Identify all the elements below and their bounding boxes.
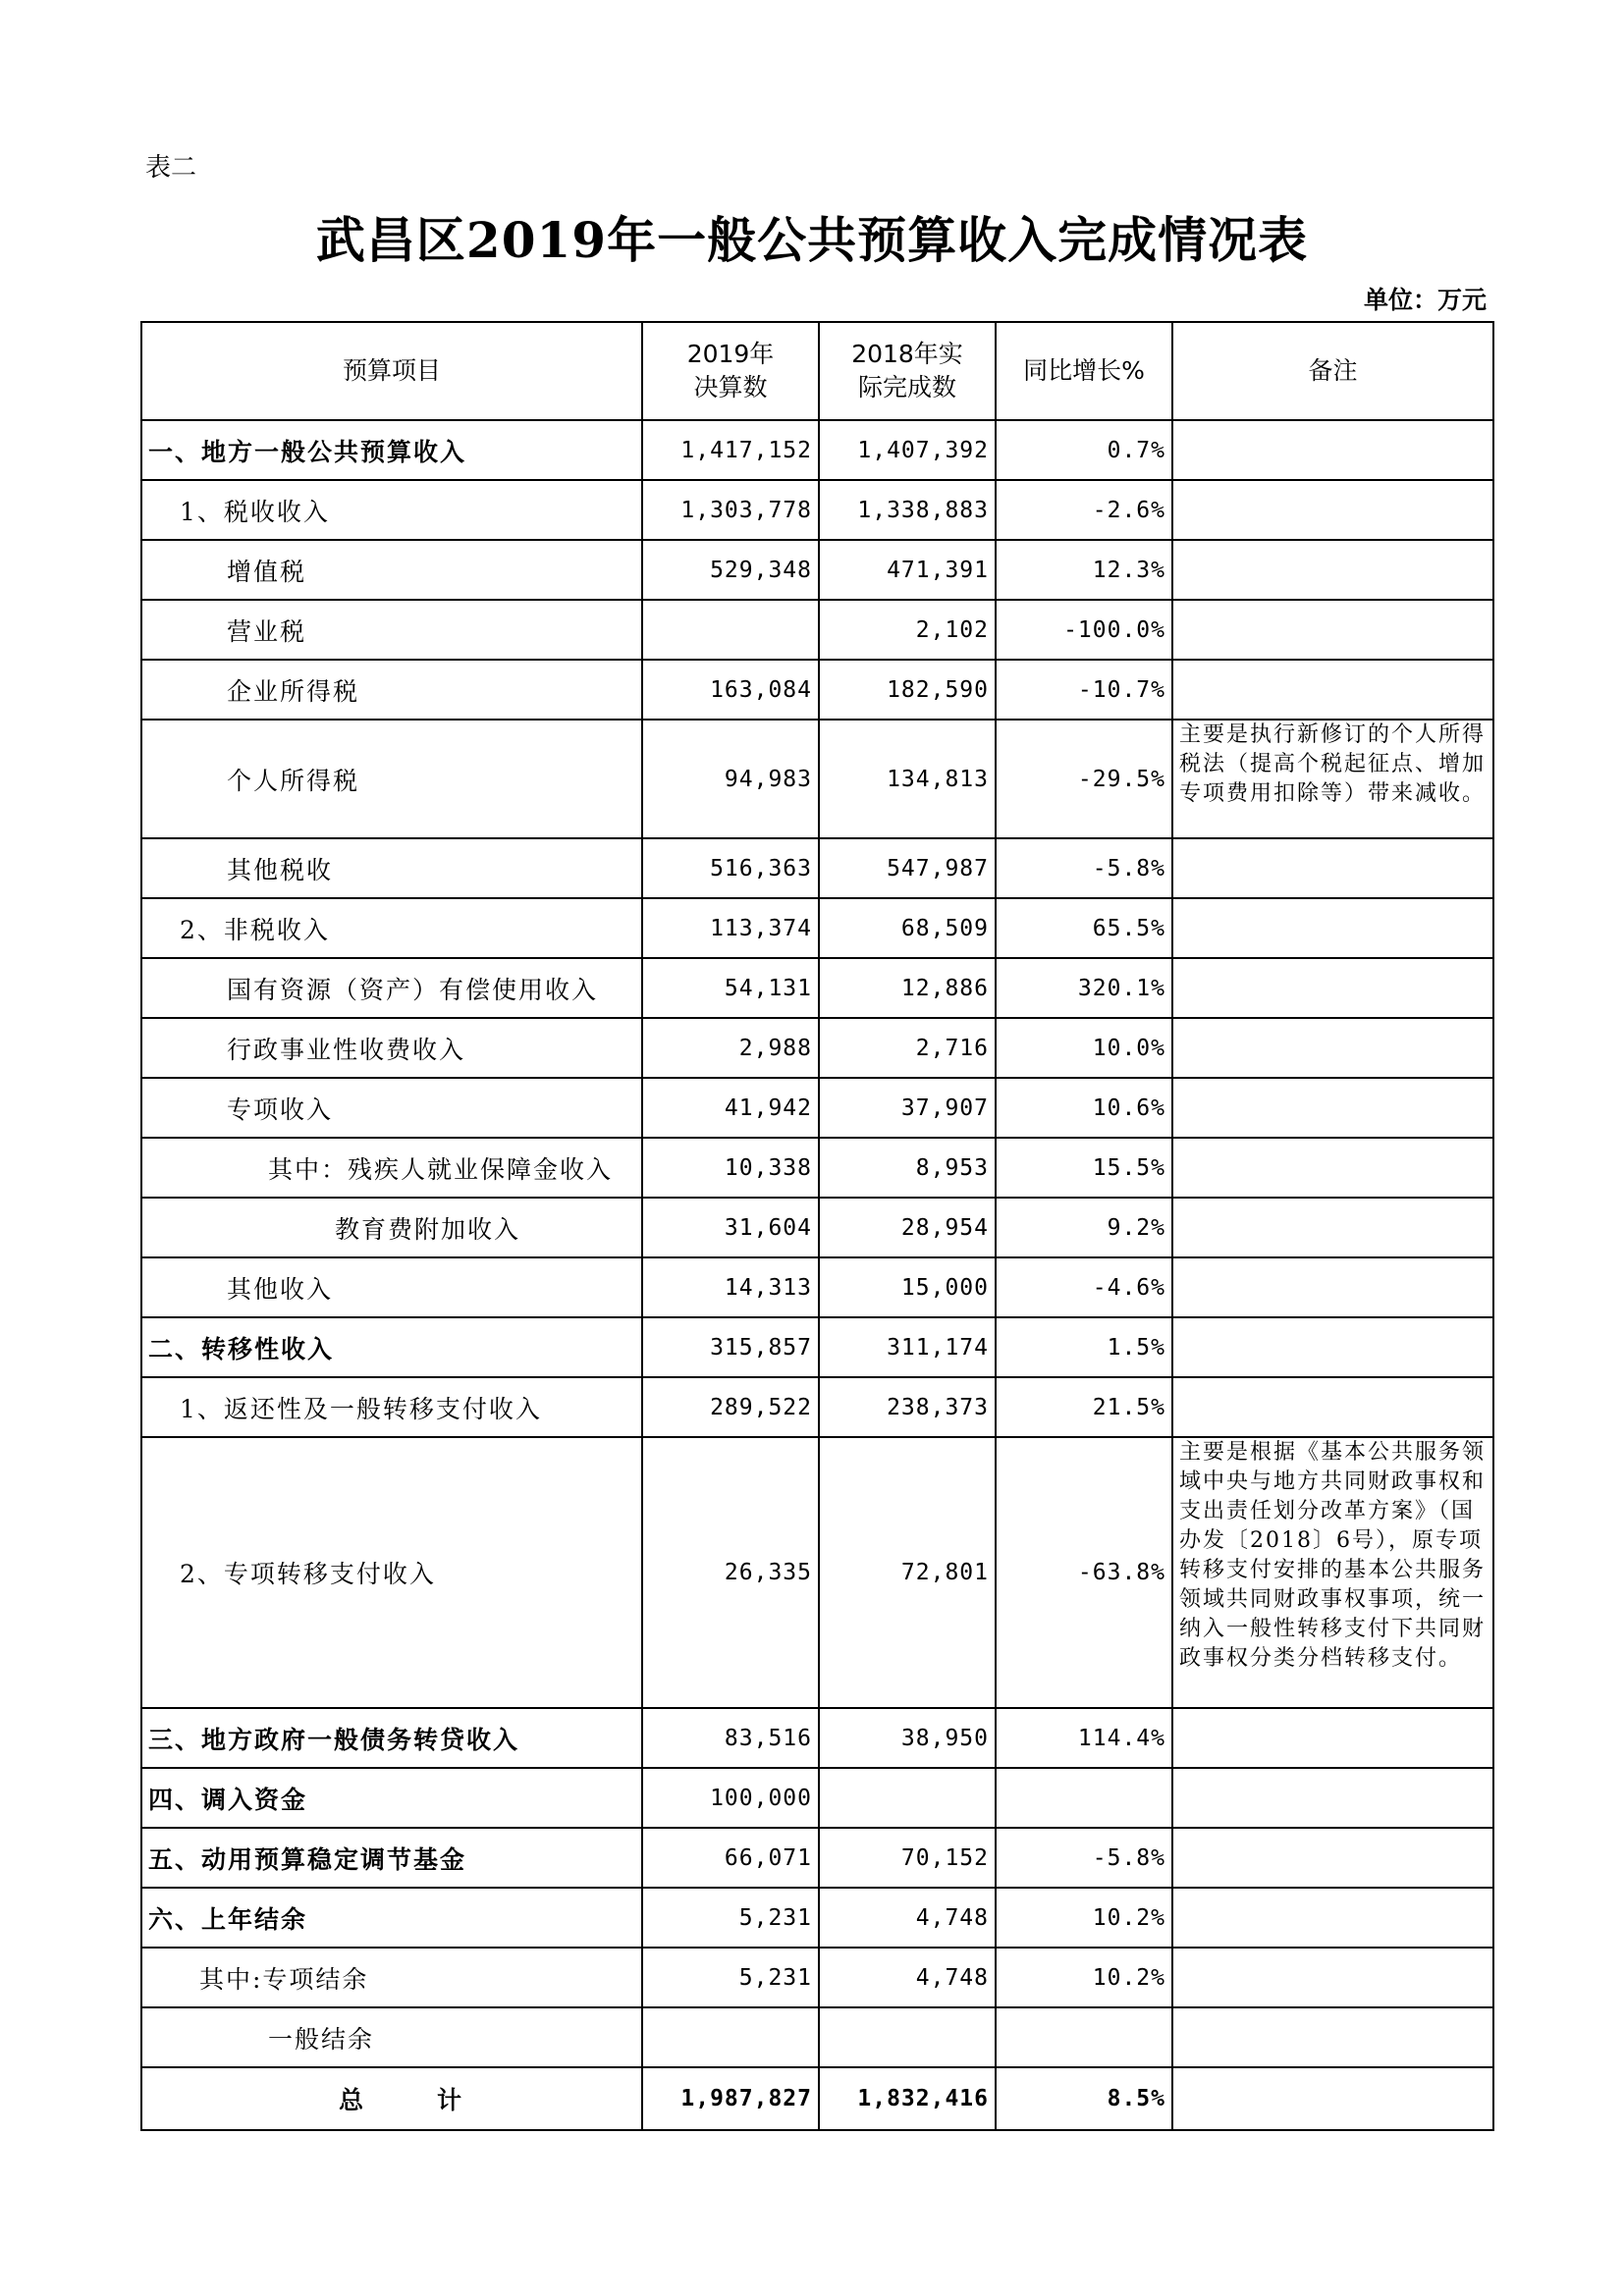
row-2019: 14,313 <box>642 1257 819 1317</box>
row-2018 <box>819 2007 996 2067</box>
row-growth <box>996 2007 1172 2067</box>
table-row <box>141 838 1493 898</box>
row-growth: 8.5% <box>996 2067 1172 2130</box>
row-note <box>1172 660 1493 720</box>
row-item: 增值税 <box>141 540 642 600</box>
table-row <box>141 1257 1493 1317</box>
row-2019: 516,363 <box>642 838 819 898</box>
table-row <box>141 958 1493 1018</box>
row-item: 其他税收 <box>141 838 642 898</box>
table-row <box>141 1888 1493 1948</box>
row-note <box>1172 1078 1493 1138</box>
row-item: 营业税 <box>141 600 642 660</box>
row-2019: 163,084 <box>642 660 819 720</box>
row-item: 四、调入资金 <box>141 1768 642 1828</box>
row-2018: 547,987 <box>819 838 996 898</box>
row-2019: 1,417,152 <box>642 420 819 480</box>
row-item: 五、动用预算稳定调节基金 <box>141 1828 642 1888</box>
table-row <box>141 1828 1493 1888</box>
row-2019 <box>642 600 819 660</box>
row-growth: 15.5% <box>996 1138 1172 1198</box>
row-2018: 1,832,416 <box>819 2067 996 2130</box>
row-growth: 10.2% <box>996 1888 1172 1948</box>
row-growth <box>996 1768 1172 1828</box>
row-2018: 70,152 <box>819 1828 996 1888</box>
table-row <box>141 1768 1493 1828</box>
row-2018: 1,407,392 <box>819 420 996 480</box>
table-row <box>141 1198 1493 1257</box>
row-2019: 26,335 <box>642 1437 819 1708</box>
header-2018-line2: 际完成数 <box>857 373 956 401</box>
row-note <box>1172 1377 1493 1437</box>
row-2019: 1,987,827 <box>642 2067 819 2130</box>
row-note <box>1172 1828 1493 1888</box>
row-growth: 1.5% <box>996 1317 1172 1377</box>
table-row <box>141 1708 1493 1768</box>
row-growth: 12.3% <box>996 540 1172 600</box>
row-note <box>1172 958 1493 1018</box>
row-note <box>1172 838 1493 898</box>
table-row <box>141 420 1493 480</box>
row-2018: 12,886 <box>819 958 996 1018</box>
row-growth: 0.7% <box>996 420 1172 480</box>
row-note <box>1172 1948 1493 2007</box>
row-growth: -100.0% <box>996 600 1172 660</box>
row-2019: 83,516 <box>642 1708 819 1768</box>
header-2019-line1: 2019年 <box>686 340 775 368</box>
header-2019 <box>642 322 819 420</box>
row-2019: 1,303,778 <box>642 480 819 540</box>
table-row <box>141 600 1493 660</box>
header-growth: 同比增长% <box>996 322 1172 420</box>
header-item: 预算项目 <box>141 322 642 420</box>
row-2018 <box>819 1768 996 1828</box>
table-row <box>141 1078 1493 1138</box>
row-2018: 15,000 <box>819 1257 996 1317</box>
unit-label: 单位：万元 <box>1363 286 1487 314</box>
row-growth: -5.8% <box>996 838 1172 898</box>
row-growth: 114.4% <box>996 1708 1172 1768</box>
row-item: 2、专项转移支付收入 <box>141 1437 642 1708</box>
table-row <box>141 1377 1493 1437</box>
row-2018: 182,590 <box>819 660 996 720</box>
table-row <box>141 1948 1493 2007</box>
header-2018-line1: 2018年实 <box>851 340 963 368</box>
row-note <box>1172 540 1493 600</box>
row-note <box>1172 1198 1493 1257</box>
row-note <box>1172 1257 1493 1317</box>
row-item: 教育费附加收入 <box>141 1198 642 1257</box>
row-note <box>1172 2067 1493 2130</box>
row-2018: 4,748 <box>819 1888 996 1948</box>
row-note <box>1172 480 1493 540</box>
row-note <box>1172 1138 1493 1198</box>
page-title: 武昌区2019年一般公共预算收入完成情况表 <box>315 211 1309 269</box>
row-growth: 320.1% <box>996 958 1172 1018</box>
row-2018: 28,954 <box>819 1198 996 1257</box>
row-2018: 68,509 <box>819 898 996 958</box>
row-2018: 4,748 <box>819 1948 996 2007</box>
row-item: 一般结余 <box>141 2007 642 2067</box>
row-note: 主要是执行新修订的个人所得税法（提高个税起征点、增加专项费用扣除等）带来减收。 <box>1172 720 1493 838</box>
row-2018: 1,338,883 <box>819 480 996 540</box>
row-growth: -10.7% <box>996 660 1172 720</box>
row-note <box>1172 2007 1493 2067</box>
row-2018: 2,716 <box>819 1018 996 1078</box>
row-2018: 8,953 <box>819 1138 996 1198</box>
row-note <box>1172 898 1493 958</box>
header-2019-line2: 决算数 <box>693 373 768 401</box>
row-2018: 134,813 <box>819 720 996 838</box>
row-item: 1、返还性及一般转移支付收入 <box>141 1377 642 1437</box>
row-2019: 5,231 <box>642 1888 819 1948</box>
row-2018: 2,102 <box>819 600 996 660</box>
row-2019: 315,857 <box>642 1317 819 1377</box>
row-2019: 5,231 <box>642 1948 819 2007</box>
table-row <box>141 1437 1493 1708</box>
row-item: 其他收入 <box>141 1257 642 1317</box>
header-note: 备注 <box>1172 322 1493 420</box>
row-2019 <box>642 2007 819 2067</box>
row-item: 总 计 <box>141 2067 642 2130</box>
row-growth: 65.5% <box>996 898 1172 958</box>
table-row <box>141 1317 1493 1377</box>
row-note <box>1172 1888 1493 1948</box>
row-2019: 100,000 <box>642 1768 819 1828</box>
table-row <box>141 1018 1493 1078</box>
table-row <box>141 1138 1493 1198</box>
row-note: 主要是根据《基本公共服务领域中央与地方共同财政事权和支出责任划分改革方案》（国办发〔2018〕6号），原专项转移支付安排的基本公共服务领域共同财政事权事项，统一纳入一般性转移支付下共同财政事权分类分档转移支付。 <box>1172 1437 1493 1708</box>
row-item: 企业所得税 <box>141 660 642 720</box>
table-label: 表二 <box>145 153 197 183</box>
row-2019: 289,522 <box>642 1377 819 1437</box>
row-growth: -2.6% <box>996 480 1172 540</box>
row-item: 1、税收收入 <box>141 480 642 540</box>
row-growth: 10.0% <box>996 1018 1172 1078</box>
row-growth: -5.8% <box>996 1828 1172 1888</box>
row-item: 二、转移性收入 <box>141 1317 642 1377</box>
row-2018: 471,391 <box>819 540 996 600</box>
row-2019: 54,131 <box>642 958 819 1018</box>
row-2018: 311,174 <box>819 1317 996 1377</box>
row-2019: 529,348 <box>642 540 819 600</box>
row-2018: 72,801 <box>819 1437 996 1708</box>
row-2019: 94,983 <box>642 720 819 838</box>
row-growth: -4.6% <box>996 1257 1172 1317</box>
row-2018: 238,373 <box>819 1377 996 1437</box>
row-note <box>1172 600 1493 660</box>
row-note <box>1172 420 1493 480</box>
row-item: 六、上年结余 <box>141 1888 642 1948</box>
table-row <box>141 480 1493 540</box>
row-2018: 37,907 <box>819 1078 996 1138</box>
row-growth: 9.2% <box>996 1198 1172 1257</box>
row-note <box>1172 1708 1493 1768</box>
row-item: 其中：残疾人就业保障金收入 <box>141 1138 642 1198</box>
row-item: 行政事业性收费收入 <box>141 1018 642 1078</box>
row-note <box>1172 1317 1493 1377</box>
row-2019: 66,071 <box>642 1828 819 1888</box>
table-row <box>141 720 1493 838</box>
row-growth: -63.8% <box>996 1437 1172 1708</box>
row-2019: 41,942 <box>642 1078 819 1138</box>
row-growth: -29.5% <box>996 720 1172 838</box>
header-2018 <box>819 322 996 420</box>
row-item: 国有资源（资产）有偿使用收入 <box>141 958 642 1018</box>
row-2019: 10,338 <box>642 1138 819 1198</box>
total-row <box>141 2067 1493 2130</box>
row-2019: 31,604 <box>642 1198 819 1257</box>
header-row <box>141 322 1493 420</box>
table-row <box>141 898 1493 958</box>
table-row <box>141 540 1493 600</box>
table-row <box>141 660 1493 720</box>
row-item: 个人所得税 <box>141 720 642 838</box>
row-note <box>1172 1768 1493 1828</box>
row-item: 其中:专项结余 <box>141 1948 642 2007</box>
row-2018: 38,950 <box>819 1708 996 1768</box>
revenue-table <box>140 321 1494 2131</box>
row-item: 三、地方政府一般债务转贷收入 <box>141 1708 642 1768</box>
row-growth: 21.5% <box>996 1377 1172 1437</box>
table-row <box>141 2007 1493 2067</box>
row-growth: 10.6% <box>996 1078 1172 1138</box>
row-2019: 113,374 <box>642 898 819 958</box>
row-item: 专项收入 <box>141 1078 642 1138</box>
row-item: 2、非税收入 <box>141 898 642 958</box>
row-2019: 2,988 <box>642 1018 819 1078</box>
row-item: 一、地方一般公共预算收入 <box>141 420 642 480</box>
row-note <box>1172 1018 1493 1078</box>
row-growth: 10.2% <box>996 1948 1172 2007</box>
